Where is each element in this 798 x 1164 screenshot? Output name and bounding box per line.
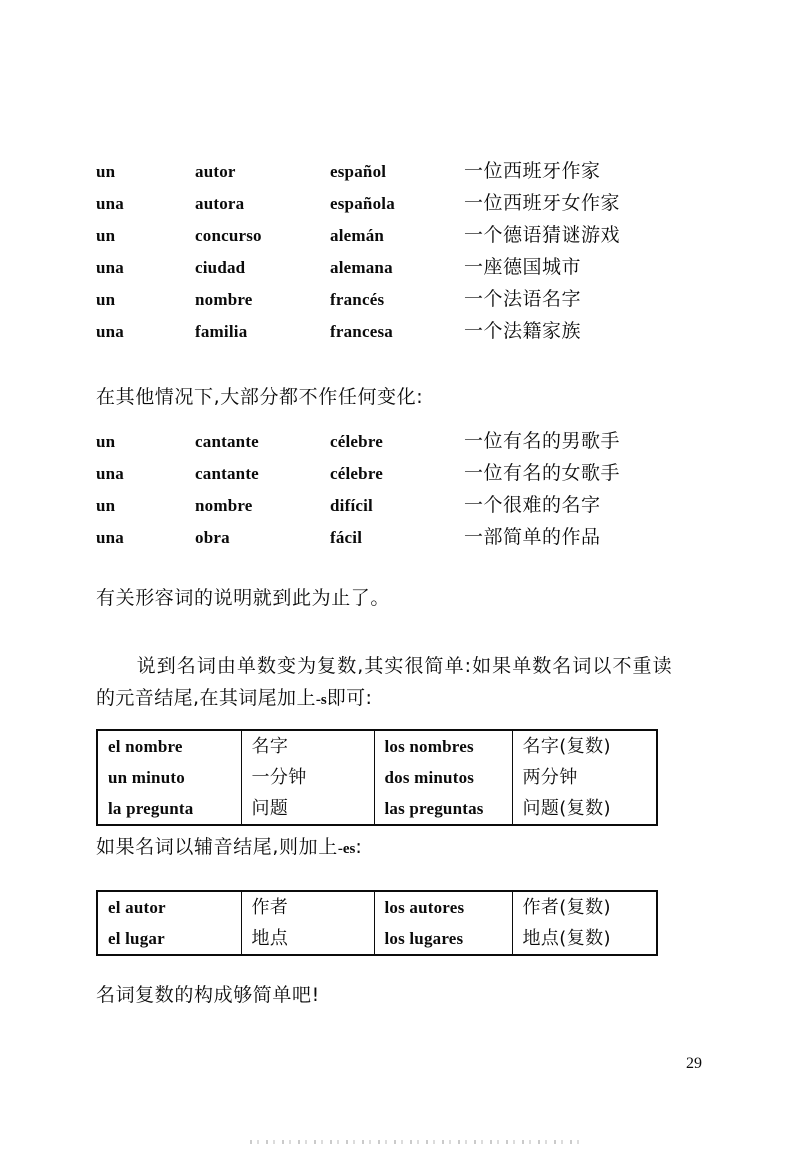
plural-form-cell: los autores: [374, 891, 512, 923]
word-list-noun: cantante: [195, 432, 259, 451]
word-list-adjective: célebre: [330, 432, 383, 451]
singular-form-cell: el lugar: [97, 923, 241, 955]
singular-gloss-cell: 地点: [241, 923, 374, 955]
word-list-article: una: [96, 528, 125, 547]
word-list-article: un: [96, 432, 116, 451]
plural-form-cell: las preguntas: [374, 793, 512, 825]
plural-rule-text-after: 即可:: [326, 687, 373, 709]
word-list-chinese-gloss: 一位有名的男歌手: [464, 430, 621, 452]
plural-gloss-cell: 地点(复数): [522, 928, 611, 949]
word-list-adjective: difícil: [330, 496, 373, 515]
word-list-article: un: [96, 290, 116, 309]
plural-gloss-cell: 作者(复数): [522, 897, 611, 918]
word-list-row: [96, 526, 696, 558]
singular-form-cell: el nombre: [97, 730, 241, 762]
word-list-noun: concurso: [195, 226, 262, 245]
word-list-article: un: [96, 226, 116, 245]
word-list-noun: autora: [195, 194, 245, 213]
word-list-row: [96, 256, 696, 288]
word-list-row: [96, 288, 696, 320]
word-list-chinese-gloss: 一部简单的作品: [464, 526, 601, 548]
singular-form-cell: la pregunta: [97, 793, 241, 825]
plural-suffix-es: -es: [337, 841, 356, 857]
plural-consonant-table: [96, 890, 658, 956]
word-list-article: un: [96, 496, 116, 515]
singular-gloss-cell: 作者: [241, 891, 374, 923]
plural-vowel-rule-paragraph: [96, 650, 672, 716]
plural-gloss-cell: 问题(复数): [522, 798, 611, 819]
singular-form-cell: el autor: [97, 891, 241, 923]
word-list-adjective: español: [330, 162, 387, 181]
word-list-chinese-gloss: 一个很难的名字: [464, 494, 601, 516]
consonant-rule-text-after: :: [355, 836, 363, 858]
word-list-chinese-gloss: 一位有名的女歌手: [464, 462, 621, 484]
word-list-noun: nombre: [195, 290, 253, 309]
plural-vowel-table: [96, 729, 658, 826]
word-list-row: [96, 494, 696, 526]
plural-form-cell: dos minutos: [374, 762, 512, 793]
plural-rule-text-before: 说到名词由单数变为复数,其实很简单:如果单数名词以不重读的元音结尾,在其词尾加上: [96, 655, 672, 709]
word-list-row: [96, 160, 696, 192]
word-list-noun: cantante: [195, 464, 259, 483]
word-list-adjective: francesa: [330, 322, 393, 341]
word-list-article: una: [96, 194, 125, 213]
scan-artifact-marks: [250, 1140, 580, 1144]
word-list-article: una: [96, 322, 125, 341]
singular-gloss-cell: 名字: [241, 730, 374, 762]
word-list-adjective: alemana: [330, 258, 393, 277]
plural-consonant-table-body: [97, 891, 657, 955]
plural-suffix-s: -s: [315, 692, 327, 708]
word-list-chinese-gloss: 一个法语名字: [464, 288, 582, 310]
word-list-chinese-gloss: 一座德国城市: [464, 256, 582, 278]
word-list-chinese-gloss: 一个德语猜谜游戏: [464, 224, 621, 246]
word-list-noun: ciudad: [195, 258, 246, 277]
word-list-adjective: francés: [330, 290, 385, 309]
word-list-adjective: española: [330, 194, 395, 213]
word-list-noun: familia: [195, 322, 248, 341]
word-list-adjective: alemán: [330, 226, 385, 245]
plural-vowel-table-body: [97, 730, 657, 825]
table-row: [97, 891, 657, 923]
word-list-row: [96, 430, 696, 462]
plural-form-cell: los lugares: [374, 923, 512, 955]
word-list-noun: autor: [195, 162, 236, 181]
word-list-noun: nombre: [195, 496, 253, 515]
word-list-article: una: [96, 258, 125, 277]
table-row: [97, 762, 657, 793]
word-list-row: [96, 320, 696, 352]
word-list-article: un: [96, 162, 116, 181]
page-number: 29: [686, 1055, 702, 1072]
table-row: [97, 793, 657, 825]
invariable-adjectives-word-list: [96, 430, 696, 558]
word-list-chinese-gloss: 一位西班牙作家: [464, 160, 601, 182]
word-list-chinese-gloss: 一位西班牙女作家: [464, 192, 621, 214]
table-row: [97, 923, 657, 955]
word-list-noun: obra: [195, 528, 230, 547]
word-list-chinese-gloss: 一个法籍家族: [464, 320, 582, 342]
word-list-row: [96, 224, 696, 256]
consonant-rule-text-before: 如果名词以辅音结尾,则加上: [96, 836, 338, 858]
adjective-section-closing-line: 有关形容词的说明就到此为止了。: [96, 587, 391, 609]
word-list-adjective: célebre: [330, 464, 383, 483]
table-row: [97, 730, 657, 762]
singular-gloss-cell: 一分钟: [241, 762, 374, 793]
word-list-adjective: fácil: [330, 528, 363, 547]
plural-consonant-rule-line: [96, 832, 362, 864]
plural-form-cell: los nombres: [374, 730, 512, 762]
word-list-article: una: [96, 464, 125, 483]
singular-gloss-cell: 问题: [241, 793, 374, 825]
gender-agreement-word-list: [96, 160, 696, 352]
word-list-row: [96, 462, 696, 494]
word-list-row: [96, 192, 696, 224]
section-closing-line: 名词复数的构成够简单吧!: [96, 984, 320, 1006]
invariable-adjectives-heading: 在其他情况下,大部分都不作任何变化:: [96, 386, 424, 408]
plural-gloss-cell: 两分钟: [522, 767, 578, 788]
plural-gloss-cell: 名字(复数): [522, 736, 611, 757]
singular-form-cell: un minuto: [97, 762, 241, 793]
